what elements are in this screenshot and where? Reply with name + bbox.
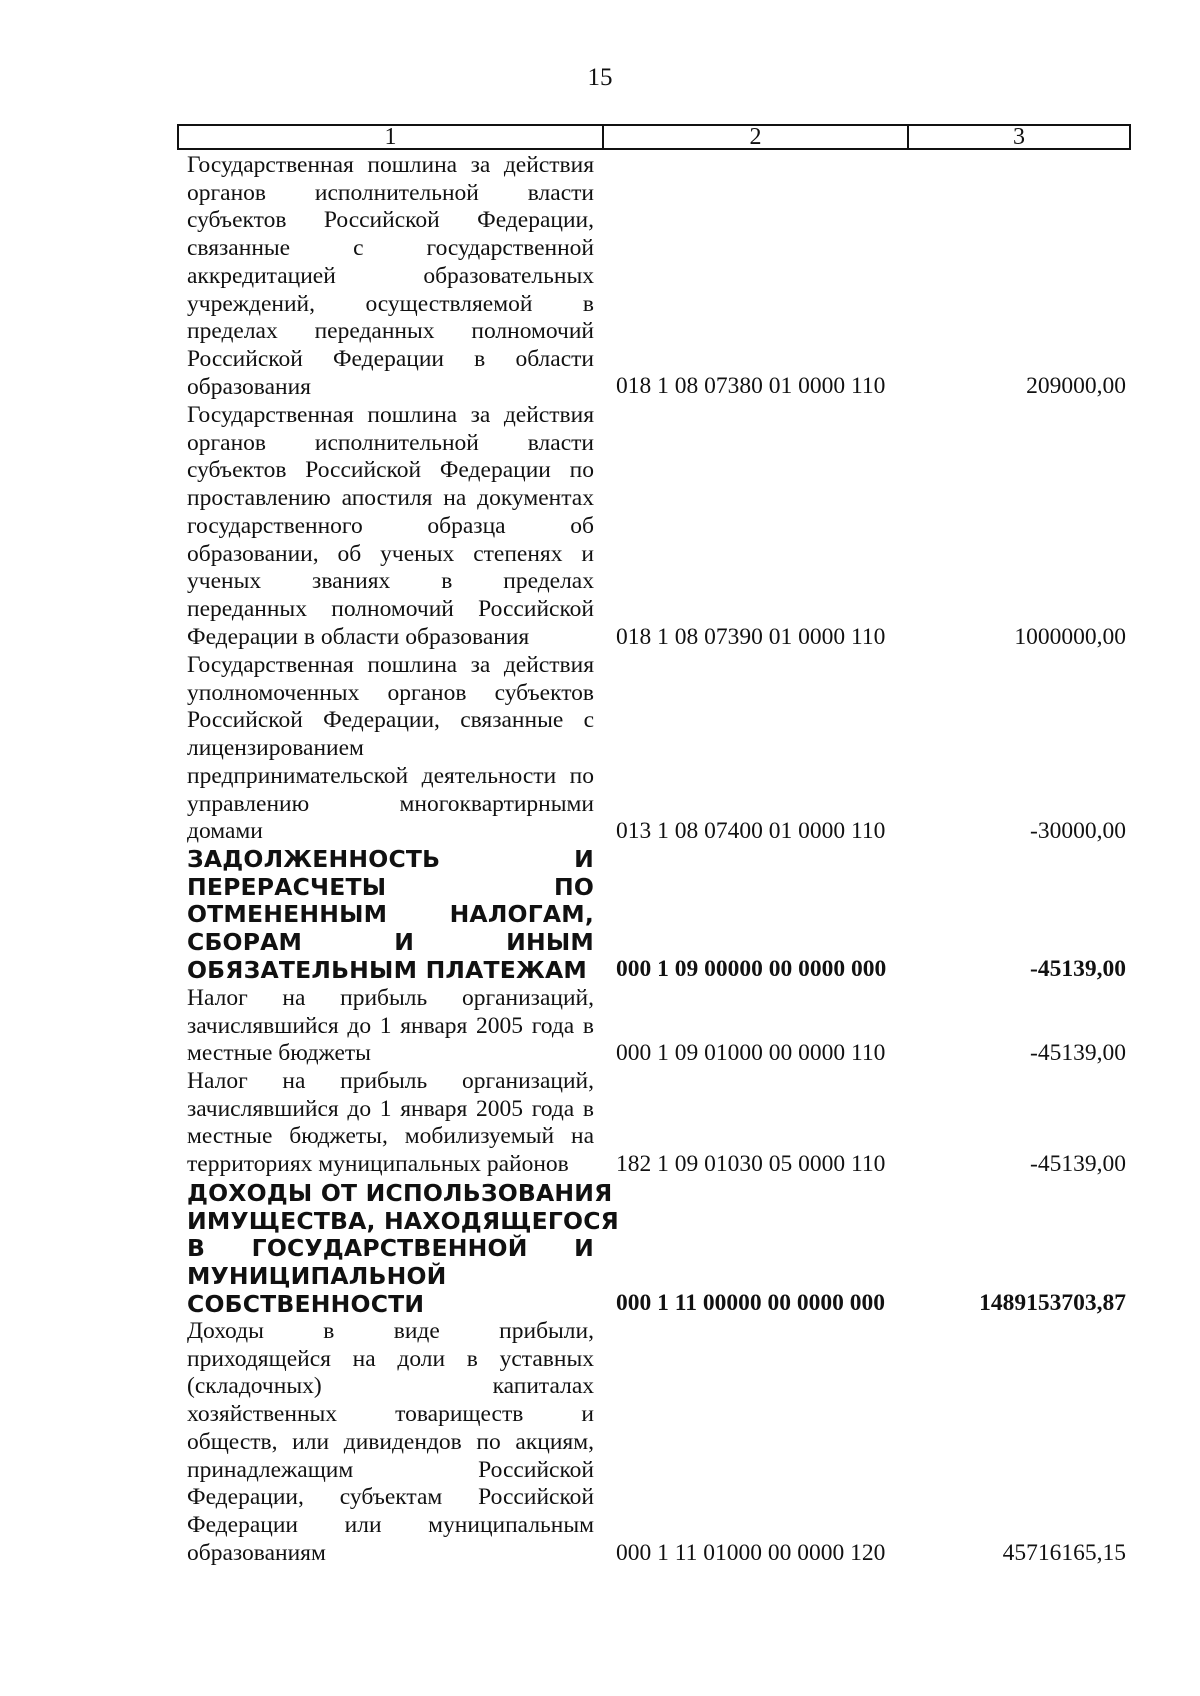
description-line: образовании, об ученых степенях и <box>187 540 594 567</box>
description-line: Налог на прибыль организаций, <box>187 1068 594 1094</box>
description-line: Налог на прибыль организаций, <box>187 985 594 1011</box>
row-amount: -45139,00 <box>1030 1151 1126 1177</box>
row-code: 018 1 08 07380 01 0000 110 <box>616 373 886 399</box>
row-amount: -30000,00 <box>1030 818 1126 844</box>
description-line: МУНИЦИПАЛЬНОЙ <box>187 1262 447 1291</box>
description-line: ОБЯЗАТЕЛЬНЫМ ПЛАТЕЖАМ <box>187 955 587 984</box>
description-line: Доходы в виде прибыли, <box>187 1318 594 1344</box>
description-line: учреждений, осуществляемой в <box>187 290 594 317</box>
description-line: принадлежащим Российской <box>187 1456 594 1483</box>
row-amount: 209000,00 <box>1026 373 1126 399</box>
row-description <box>187 846 594 985</box>
description-line: домами <box>187 818 263 845</box>
description-line: Российской Федерации в области <box>187 345 594 372</box>
row-code: 182 1 09 01030 05 0000 110 <box>616 1151 886 1177</box>
row-amount: 45716165,15 <box>1002 1540 1126 1566</box>
description-line: Государственная пошлина за действия <box>187 652 594 678</box>
description-line: местные бюджеты, мобилизуемый на <box>187 1123 594 1150</box>
row-description <box>187 1179 619 1319</box>
description-line: проставлению апостиля на документах <box>187 485 594 512</box>
description-line: ЗАДОЛЖЕННОСТЬ И <box>187 845 594 873</box>
description-line: связанные с государственной <box>187 235 594 262</box>
description-line: Государственная пошлина за действия <box>187 402 594 428</box>
table-header <box>177 124 1131 150</box>
row-code: 000 1 11 01000 00 0000 120 <box>616 1540 886 1566</box>
description-line: пределах переданных полномочий <box>187 318 594 345</box>
row-description <box>187 985 594 1068</box>
description-line: ученых званиях в пределах <box>187 568 594 595</box>
description-line: предпринимательской деятельности по <box>187 762 594 789</box>
row-code: 000 1 09 01000 00 0000 110 <box>616 1040 886 1066</box>
description-line: лицензированием <box>187 735 364 762</box>
description-line: территориях муниципальных районов <box>187 1151 569 1178</box>
row-description <box>187 652 594 846</box>
row-code: 000 1 09 00000 00 0000 000 <box>616 956 887 982</box>
description-line: управлению многоквартирными <box>187 790 594 817</box>
row-code: 013 1 08 07400 01 0000 110 <box>616 818 886 844</box>
description-line: образованиям <box>187 1539 326 1566</box>
row-description <box>187 152 594 401</box>
page-number: 15 <box>587 64 613 91</box>
description-line: (складочных) капиталах <box>187 1373 594 1400</box>
description-line: ОТМЕНЕННЫМ НАЛОГАМ, <box>187 900 594 929</box>
description-line: СБОРАМ И ИНЫМ <box>187 928 594 957</box>
description-line: Федерации, субъектам Российской <box>187 1484 594 1511</box>
description-line: Федерации в области образования <box>187 623 530 650</box>
row-amount: 1489153703,87 <box>979 1290 1126 1316</box>
description-line: ИМУЩЕСТВА, НАХОДЯЩЕГОСЯ <box>187 1206 619 1235</box>
description-line: ПЕРЕРАСЧЕТЫ ПО <box>187 872 594 901</box>
row-description <box>187 402 594 651</box>
description-line: СОБСТВЕННОСТИ <box>187 1289 425 1318</box>
description-line: зачислявшийся до 1 января 2005 года в <box>187 1095 594 1122</box>
row-amount: -45139,00 <box>1030 1040 1126 1066</box>
description-line: образования <box>187 373 311 400</box>
description-line: органов исполнительной власти <box>187 429 594 456</box>
row-code: 000 1 11 00000 00 0000 000 <box>616 1290 885 1316</box>
row-amount: 1000000,00 <box>1014 624 1126 650</box>
description-line: аккредитацией образовательных <box>187 262 594 289</box>
description-line: субъектов Российской Федерации, <box>187 207 594 234</box>
description-line: хозяйственных товариществ и <box>187 1401 594 1428</box>
description-line: переданных полномочий Российской <box>187 595 594 622</box>
description-line: государственного образца об <box>187 512 594 539</box>
row-code: 018 1 08 07390 01 0000 110 <box>616 624 886 650</box>
description-line: местные бюджеты <box>187 1040 371 1067</box>
description-line: субъектов Российской Федерации по <box>187 457 594 484</box>
description-line: зачислявшийся до 1 января 2005 года в <box>187 1012 594 1039</box>
description-line: ДОХОДЫ ОТ ИСПОЛЬЗОВАНИЯ <box>187 1179 613 1207</box>
description-line: Государственная пошлина за действия <box>187 152 594 178</box>
description-line: приходящейся на доли в уставных <box>187 1345 594 1372</box>
row-amount: -45139,00 <box>1030 956 1126 982</box>
description-line: В ГОСУДАРСТВЕННОЙ И <box>187 1234 594 1263</box>
row-description <box>187 1318 594 1567</box>
header-col-1: 1 <box>179 126 604 148</box>
description-line: органов исполнительной власти <box>187 179 594 206</box>
description-line: обществ, или дивидендов по акциям, <box>187 1428 594 1455</box>
row-description <box>187 1068 594 1179</box>
header-col-3: 3 <box>1013 124 1025 150</box>
description-line: Российской Федерации, связанные с <box>187 707 594 734</box>
description-line: Федерации или муниципальным <box>187 1511 594 1538</box>
description-line: уполномоченных органов субъектов <box>187 679 594 706</box>
header-col-2: 2 <box>604 126 909 148</box>
